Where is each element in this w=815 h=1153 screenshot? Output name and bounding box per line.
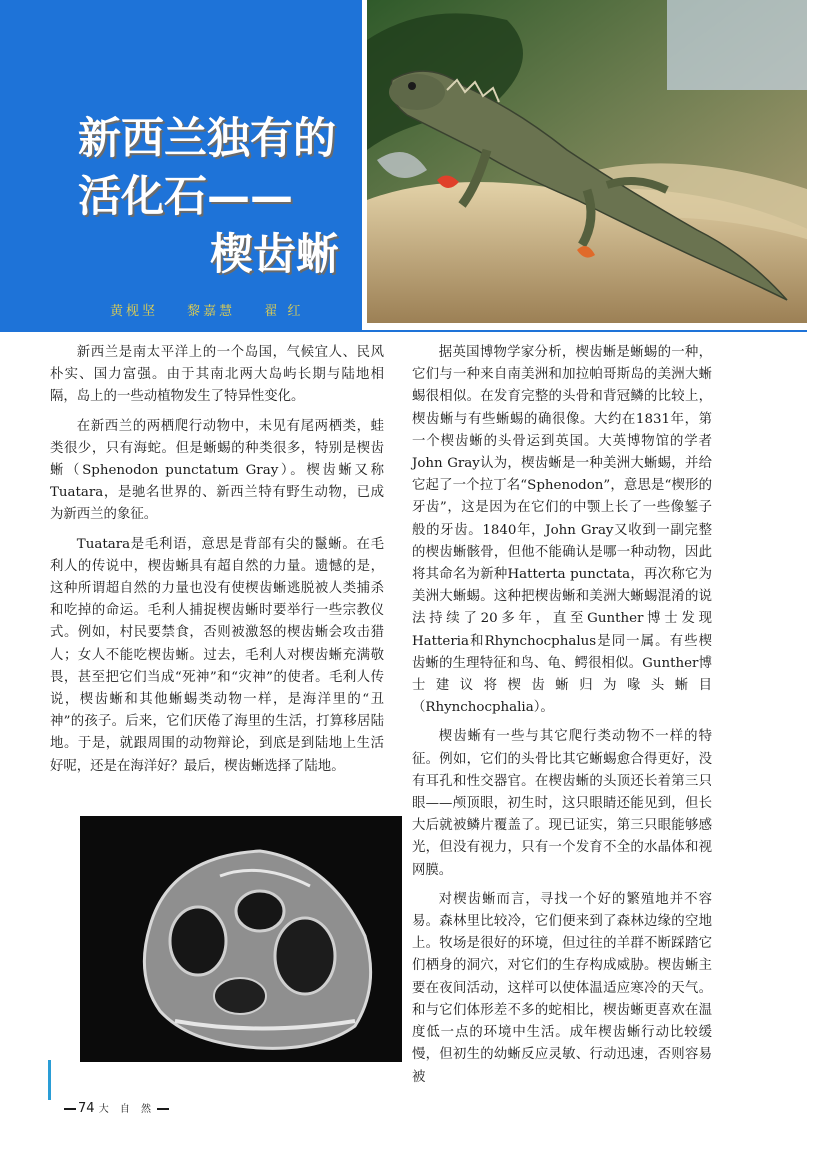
page-edge <box>807 0 815 1153</box>
skull-photo <box>80 816 402 1062</box>
skull-illustration <box>80 816 402 1062</box>
left-column <box>50 342 384 785</box>
page-number: 74 <box>78 1101 95 1116</box>
article-title <box>78 110 348 284</box>
footer-dash-left <box>64 1108 76 1110</box>
paragraph: 新西兰是南太平洋上的一个岛国，气候宜人、民风朴实、国力富强。由于其南北两大岛屿长期与陆地相隔，岛上的一些动植物发生了特异性变化。 <box>50 345 384 405</box>
paragraph: 据英国博物学家分析，楔齿蜥是蜥蜴的一种，它们与一种来自南美洲和加拉帕哥斯岛的美洲大蜥蜴很相似。在发育完整的头骨和背冠鳞的比较上，楔齿蜥与有些蜥蜴的确很像。大约在1831年，第一个楔齿蜥的头骨运到英国。大英博物馆的学者John Gray认为，楔齿蜥是一种美洲大蜥蜴，并给它起了一个拉丁名“Sphenodon”，意思是“楔形的牙齿”，这是因为在它们的中颚上长了一些像錾子般的牙齿。1840年，John Gray又收到一副完整的楔齿蜥骸骨，但他不能确认是哪一种动物，因此将其命名为新种Hatterta punctata，再次称它为美洲大蜥蜴。这种把楔齿蜥和美洲大蜥蜴混淆的说法持续了20多年，直至Gunther博士发现Hatteria和Rhynchocphalus是同一属。有些楔齿蜥的生理特征和鸟、龟、鳄很相似。Gunther博士建议将楔齿蜥归为喙头蜥目（Rhynchocphalia）。 <box>412 345 712 716</box>
header-band <box>0 0 362 330</box>
author-2: 黎嘉慧 <box>187 304 236 319</box>
paragraph: 对楔齿蜥而言，寻找一个好的繁殖地并不容易。森林里比较冷，它们便来到了森林边缘的空地上。牧场是很好的环境，但过往的羊群不断踩踏它们栖身的洞穴，对它们的生存构成威胁。楔齿蜥主要在夜间活动，这样可以使体温适应寒冷的天气。和与它们体形差不多的蛇相比，楔齿蜥更喜欢在温度低一点的环境中生活。成年楔齿蜥行动比较缓慢，但初生的幼蜥反应灵敏、行动迅速，否则容易被 <box>412 891 712 1085</box>
title-line-1: 新西兰独有的 <box>78 114 336 164</box>
paragraph: 楔齿蜥有一些与其它爬行类动物不一样的特征。例如，它们的头骨比其它蜥蜴愈合得更好，没有耳孔和性交器官。在楔齿蜥的头顶还长着第三只眼——颅顶眼，初生时，这只眼睛还能见到，但长大后就被鳞片覆盖了。现已证实，第三只眼能够感光，但没有视力，只有一个发育不全的水晶体和视网膜。 <box>412 729 712 878</box>
tuatara-illustration <box>367 0 810 323</box>
title-line-3: 楔齿蜥 <box>210 230 339 280</box>
magazine-name: 大 自 然 <box>98 1104 156 1115</box>
paragraph: Tuatara是毛利语，意思是背部有尖的鬣蜥。在毛利人的传说中，楔齿蜥具有超自然的力量。遗憾的是，这种所谓超自然的力量也没有使楔齿蜥逃脱被人类捕杀和吃掉的命运。毛利人捕捉楔齿蜥时要举行一些宗教仪式。例如，村民要禁食，否则被激怒的楔齿蜥会攻击猎人；女人不能吃楔齿蜥。过去，毛利人对楔齿蜥充满敬畏，甚至把它们当成“死神”和“灾神”的使者。毛利人传说，楔齿蜥和其他蜥蜴类动物一样，是海洋里的“丑神”的孩子。后来，它们厌倦了海里的生活，打算移居陆地。于是，就跟周围的动物辩论，到底是到陆地上生活好呢，还是在海洋好？最后，楔齿蜥选择了陆地。 <box>50 536 384 774</box>
tuatara-photo <box>364 0 810 323</box>
header-divider <box>0 330 807 332</box>
paragraph: 在新西兰的两栖爬行动物中，未见有尾两栖类，蛙类很少，只有海蛇。但是蜥蜴的种类很多，特别是楔齿蜥（Sphenodon punctatum Gray）。楔齿蜥又称Tuatara，是驰名世界的、新西兰特有野生动物，已成为新西兰的象征。 <box>50 418 384 523</box>
right-column <box>412 342 712 1096</box>
title-line-2: 活化石—— <box>78 172 293 222</box>
author-1: 黄枧坚 <box>110 304 159 319</box>
margin-marker <box>48 1060 51 1100</box>
author-list <box>110 300 325 319</box>
footer-dash-right <box>157 1108 169 1110</box>
author-3: 翟 红 <box>264 304 304 319</box>
page-footer <box>62 1100 171 1116</box>
